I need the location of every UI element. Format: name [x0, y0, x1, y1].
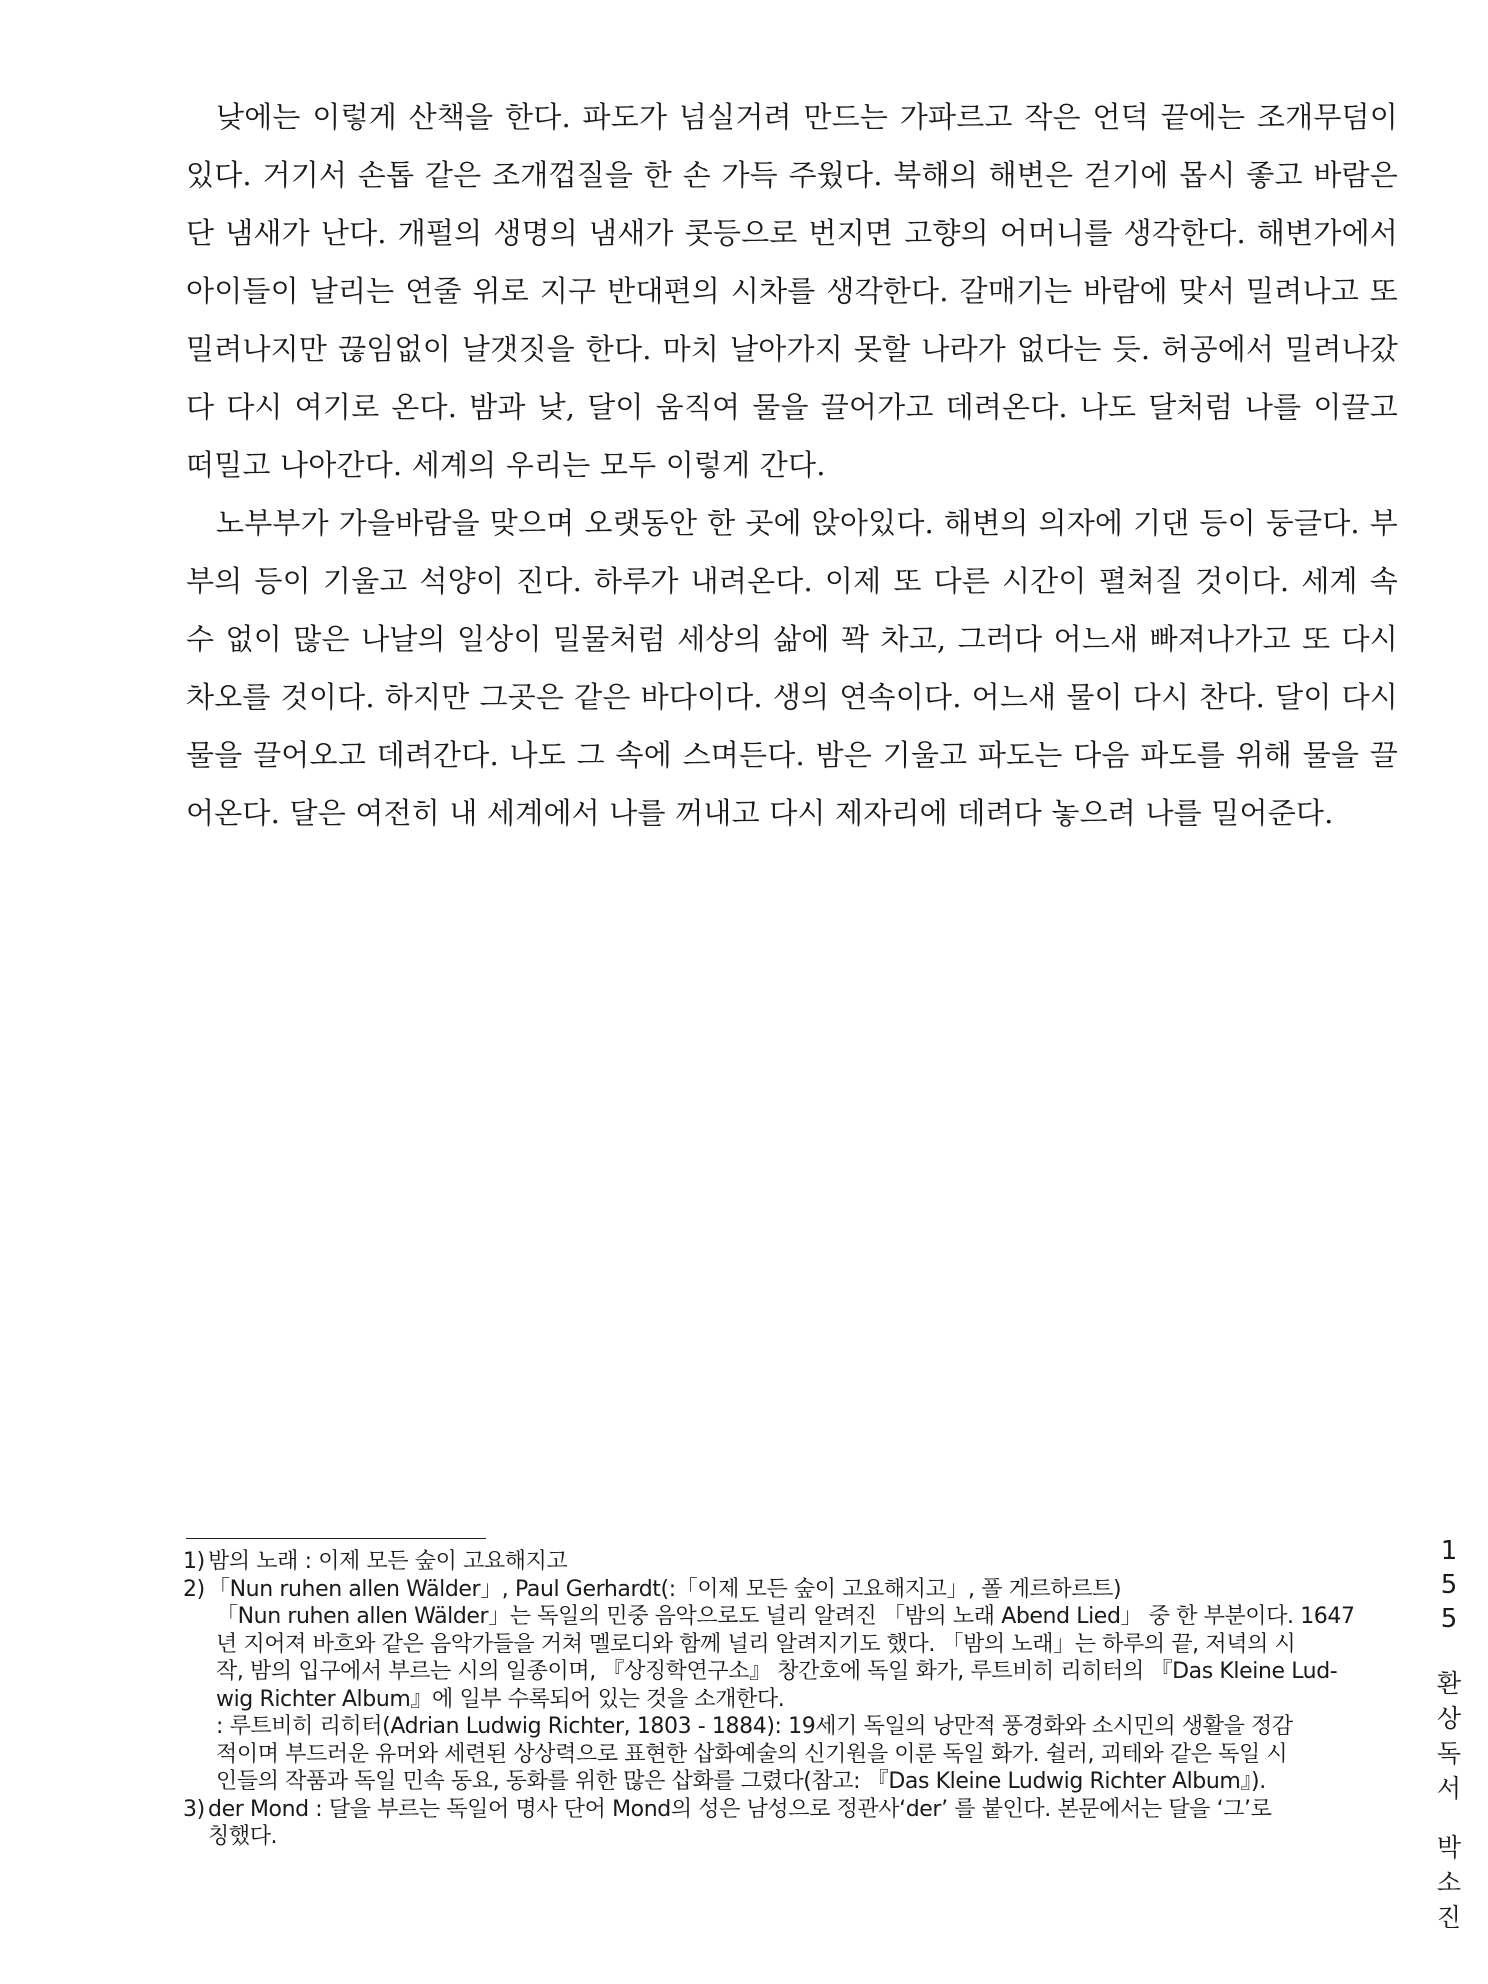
page-number-digit: 5 — [1440, 1604, 1458, 1634]
footnotes — [183, 1548, 1401, 1851]
footnote — [183, 1576, 1401, 1796]
page-number-digit: 5 — [1440, 1570, 1458, 1600]
running-title-char: 독 — [1436, 1739, 1462, 1768]
footnote-line: 작, 밤의 입구에서 부르는 시의 일종이며, 『상징학연구소』 창간호에 독일 화가, 루트비히 리히터의 『Das Kleine Lud- — [216, 1659, 1338, 1684]
footnote-line: 인들의 작품과 독일 민속 동요, 동화를 위한 많은 삽화를 그렸다(참고: 『Das Kleine Ludwig Richter Album』). — [216, 1769, 1266, 1794]
footnote-line: 「Nun ruhen allen Wälder」, Paul Gerhardt(:「이제 모든 숲이 고요해지고」, 폴 게르하르트) — [208, 1576, 1122, 1602]
author-char: 소 — [1436, 1868, 1462, 1897]
footnote-number: 2) — [183, 1576, 205, 1602]
footnote-line: : 루트비히 리히터(Adrian Ludwig Richter, 1803 - 1884): 19세기 독일의 낭만적 풍경화와 소시민의 생활을 정감 — [216, 1714, 1293, 1739]
page-sidebar — [1434, 1534, 1464, 1935]
footnote-line: 칭했다. — [208, 1824, 278, 1849]
running-title-char: 환 — [1436, 1669, 1462, 1698]
body-text — [186, 88, 1398, 842]
footnote-line: der Mond : 달을 부르는 독일어 명사 단어 Mond의 성은 남성으로 정관사‘der’ 를 붙인다. 본문에서는 달을 ‘그’로 — [208, 1796, 1272, 1822]
footnote — [183, 1548, 1401, 1576]
footnote — [183, 1796, 1401, 1851]
page-number-digit: 1 — [1440, 1536, 1458, 1566]
author-char: 박 — [1436, 1833, 1462, 1862]
paragraph: 낮에는 이렇게 산책을 한다. 파도가 넘실거려 만드는 가파르고 작은 언덕 끝에는 조개무덤이 있다. 거기서 손톱 같은 조개껍질을 한 손 가득 주웠다. 북해의 해변은 걷기에 몹시 좋고 바람은 단 냄새가 난다. 개펄의 생명의 냄새가 콧등으로 번지면 고향의 어머니를 생각한다. 해변가에서 아이들이 날리는 연줄 위로 지구 반대편의 시차를 생각한다. 갈매기는 바람에 맞서 밀려나고 또 밀려나지만 끊임없이 날갯짓을 한다. 마치 날아가지 못할 나라가 없다는 듯. 허공에서 밀려나갔다 다시 여기로 온다. 밤과 낮, 달이 움직여 물을 끌어가고 데려온다. 나도 달처럼 나를 이끌고 떠밀고 나아간다. 세계의 우리는 모두 이렇게 간다. — [186, 100, 1398, 482]
footnote-separator — [186, 1538, 486, 1539]
footnote-line: 년 지어져 바흐와 같은 음악가들을 거쳐 멜로디와 함께 널리 알려지기도 했다. 「밤의 노래」는 하루의 끝, 저녁의 시 — [216, 1631, 1296, 1657]
paragraph: 노부부가 가을바람을 맞으며 오랫동안 한 곳에 앉아있다. 해변의 의자에 기댄 등이 둥글다. 부부의 등이 기울고 석양이 진다. 하루가 내려온다. 이제 또 다른 시간이 펼쳐질 것이다. 세계 속 수 없이 많은 나날의 일상이 밀물처럼 세상의 삶에 꽉 차고, 그러다 어느새 빠져나가고 또 다시 차오를 것이다. 하지만 그곳은 같은 바다이다. 생의 연속이다. 어느새 물이 다시 찬다. 달이 다시 물을 끌어오고 데려간다. 나도 그 속에 스며든다. 밤은 기울고 파도는 다음 파도를 위해 물을 끌어온다. 달은 여전히 내 세계에서 나를 꺼내고 다시 제자리에 데려다 놓으려 나를 밀어준다. — [186, 506, 1398, 830]
running-title-char: 상 — [1436, 1704, 1462, 1733]
footnote-line: 밤의 노래 : 이제 모든 숲이 고요해지고 — [208, 1549, 568, 1574]
footnote-number: 3) — [183, 1796, 205, 1822]
footnote-number: 1) — [183, 1549, 205, 1574]
footnote-line: 적이며 부드러운 유머와 세련된 상상력으로 표현한 삽화예술의 신기원을 이룬 독일 화가. 쉴러, 괴테와 같은 독일 시 — [216, 1741, 1288, 1767]
footnote-line: 「Nun ruhen allen Wälder」는 독일의 민중 음악으로도 널리 알려진 「밤의 노래 Abend Lied」 중 한 부분이다. 1647 — [216, 1604, 1355, 1629]
author-char: 진 — [1436, 1903, 1462, 1932]
footnote-line: wig Richter Album』에 일부 수록되어 있는 것을 소개한다. — [216, 1686, 785, 1712]
running-title-char: 서 — [1436, 1774, 1462, 1803]
